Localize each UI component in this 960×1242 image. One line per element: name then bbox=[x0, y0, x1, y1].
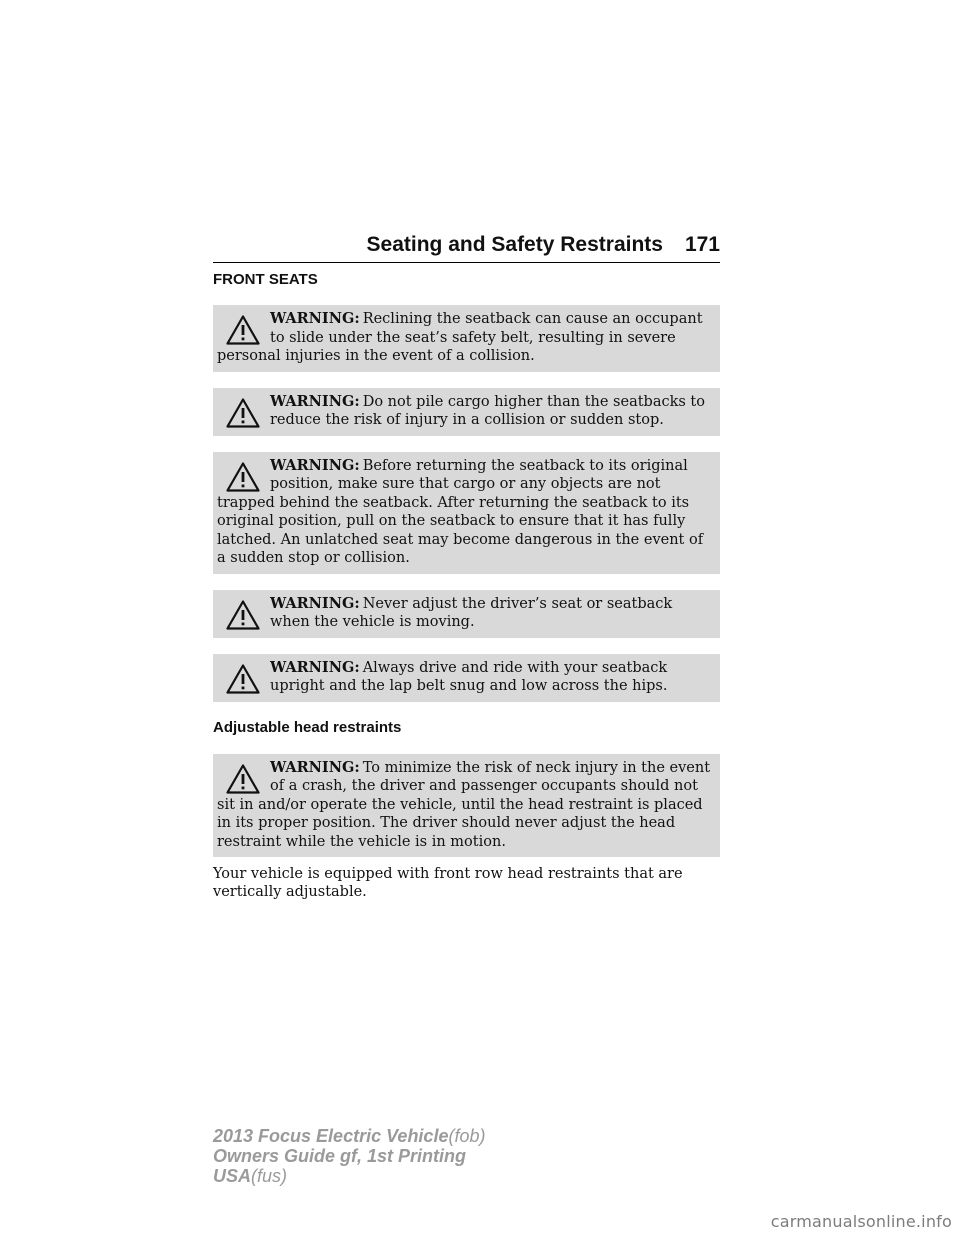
page-header bbox=[213, 228, 720, 263]
warning-text: Always drive and ride with your seatback upright and the lap belt snug and low across the hips. bbox=[270, 659, 668, 694]
warning-box bbox=[213, 452, 720, 574]
warning-label: WARNING: bbox=[270, 456, 360, 474]
footer-line bbox=[213, 1166, 485, 1186]
head-restraints-heading: Adjustable head restraints bbox=[213, 718, 402, 736]
warning-label: WARNING: bbox=[270, 758, 360, 776]
footer-vehicle: 2013 Focus Electric Vehicle bbox=[213, 1126, 449, 1146]
warning-text: Before returning the seatback to its original position, make sure that cargo or any objects are not trapped behind the seatback. After returning the seatback to its original position, pull on the seatback to ensure that it has fully latched. An unlatched seat may become dangerous in the event of a sudden stop or collision. bbox=[217, 457, 704, 566]
warning-box bbox=[213, 754, 720, 858]
warning-triangle-icon bbox=[226, 398, 260, 428]
warning-box bbox=[213, 590, 720, 638]
warning-text: Never adjust the driver’s seat or seatback when the vehicle is moving. bbox=[270, 595, 673, 630]
warning-triangle-icon bbox=[226, 764, 260, 794]
warning-text: To minimize the risk of neck injury in the event of a crash, the driver and passenger occupants should not sit in and/or operate the vehicle, until the head restraint is placed in its proper position. The driver should never adjust the head restraint while the vehicle is in motion. bbox=[217, 759, 711, 850]
warning-label: WARNING: bbox=[270, 310, 360, 327]
warning-triangle-icon bbox=[226, 600, 260, 630]
page-number: 171 bbox=[684, 233, 720, 256]
footer-code: (fob) bbox=[448, 1126, 486, 1146]
body-paragraph: Your vehicle is equipped with front row head restraints that are vertically adjustable. bbox=[213, 866, 683, 900]
warning-label: WARNING: bbox=[270, 658, 360, 676]
warning-label: WARNING: bbox=[270, 392, 360, 410]
warning-triangle-icon bbox=[226, 315, 260, 345]
page-content bbox=[213, 270, 720, 901]
warning-text: Do not pile cargo higher than the seatbacks to reduce the risk of injury in a collision or sudden stop. bbox=[270, 393, 705, 428]
footer-guide: Owners Guide gf, 1st Printing bbox=[213, 1146, 467, 1166]
warning-box bbox=[213, 305, 720, 372]
warning-triangle-icon bbox=[226, 664, 260, 694]
front-seats-heading: FRONT SEATS bbox=[213, 271, 318, 288]
footer-market: USA bbox=[213, 1166, 252, 1186]
warning-triangle-icon bbox=[226, 462, 260, 492]
warning-label: WARNING: bbox=[270, 594, 360, 612]
page-footer bbox=[213, 1126, 485, 1186]
footer-line bbox=[213, 1126, 485, 1146]
section-title: Seating and Safety Restraints bbox=[366, 233, 663, 256]
warning-text: Reclining the seatback can cause an occupant to slide under the seat’s safety belt, resulting in severe personal injuries in the event of a collision. bbox=[217, 311, 703, 364]
watermark: carmanualsonline.info bbox=[770, 1212, 952, 1231]
warning-box bbox=[213, 388, 720, 436]
warning-box bbox=[213, 654, 720, 702]
footer-code: (fus) bbox=[251, 1166, 288, 1186]
